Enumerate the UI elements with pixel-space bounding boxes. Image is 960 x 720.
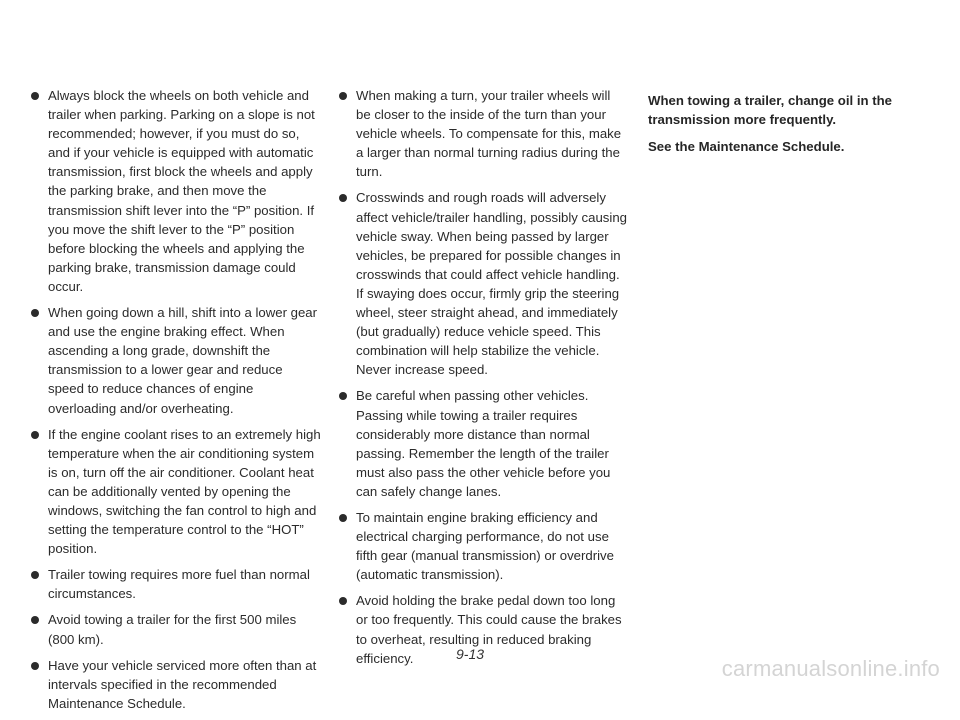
transmission-oil-note: When towing a trailer, change oil in the transmission more frequently. — [648, 93, 892, 127]
bullet-text: Be careful when passing other vehicles. Passing while towing a trailer requires considerably more distance than normal passing. Remember the length of the trailer must also pass the other vehicle before you can safely change lanes. — [356, 388, 611, 499]
bullet-icon — [339, 392, 347, 400]
bullet-item — [30, 86, 322, 296]
maintenance-schedule-reference: See the Maintenance Schedule. — [648, 139, 845, 154]
bullet-icon — [31, 571, 39, 579]
bullet-text: Always block the wheels on both vehicle and trailer when parking. Parking on a slope is not recommended; however, if you must do so, and if your vehicle is equipped with automatic transmission, first block the wheels and apply the parking brake, and then move the transmission shift lever into the “P” position. If you move the shift lever to the “P” position before blocking the wheels and applying the parking brake, transmission damage could occur. — [48, 88, 315, 294]
bullet-item — [30, 610, 322, 648]
bullet-icon — [339, 597, 347, 605]
bullet-item — [30, 656, 322, 713]
bullet-icon — [31, 616, 39, 624]
bullet-text: Trailer towing requires more fuel than normal circumstances. — [48, 567, 310, 602]
bullet-text: Avoid towing a trailer for the first 500 miles (800 km). — [48, 612, 297, 647]
column-middle — [338, 86, 628, 675]
bullet-icon — [31, 92, 39, 100]
bullet-list-middle — [338, 86, 628, 668]
watermark: carmanualsonline.info — [721, 656, 940, 681]
column-left — [30, 86, 322, 720]
bullet-item — [30, 303, 322, 418]
bullet-text: When going down a hill, shift into a lower gear and use the engine braking effect. When ascending a long grade, downshift the transmission to a lower gear and reduce speed to reduce chances of engine overloading and/or overheating. — [48, 305, 318, 416]
bullet-text: To maintain engine braking efficiency and electrical charging performance, do not use fifth gear (manual transmission) or overdrive (automatic transmission). — [356, 509, 614, 583]
bullet-icon — [339, 194, 347, 202]
bullet-list-left — [30, 86, 322, 713]
bullet-item — [338, 386, 628, 501]
bullet-text: Have your vehicle serviced more often than at intervals specified in the recommended Maintenance Schedule. — [48, 657, 317, 711]
bullet-item — [30, 565, 322, 603]
bullet-text: Avoid holding the brake pedal down too long or too frequently. This could cause the brakes to overheat, resulting in reduced braking efficiency. — [356, 593, 622, 666]
bullet-icon — [31, 309, 39, 317]
bullet-item — [30, 425, 322, 559]
bullet-text: When making a turn, your trailer wheels will be closer to the inside of the turn than your vehicle wheels. To compensate for this, make a larger than normal turning radius during the turn. — [356, 88, 622, 180]
bullet-icon — [31, 431, 39, 439]
bullet-icon — [339, 514, 347, 522]
column-right — [648, 86, 940, 166]
bullet-item — [338, 508, 628, 584]
bullet-item — [338, 188, 628, 379]
bullet-text: If the engine coolant rises to an extremely high temperature when the air conditioning system is on, turn off the air conditioner. Coolant heat can be additionally vented by opening the windows, switching the fan control to high and setting the temperature control to the “HOT” position. — [48, 426, 321, 557]
page-number: 9-13 — [456, 646, 485, 662]
bullet-icon — [31, 662, 39, 670]
bullet-item — [338, 86, 628, 181]
bullet-icon — [339, 92, 347, 100]
bullet-text: Crosswinds and rough roads will adversely affect vehicle/trailer handling, possibly causing vehicle sway. When being passed by larger vehicles, be prepared for possible changes in crosswinds that could affect vehicle handling. If swaying does occur, firmly grip the steering wheel, steer straight ahead, and immediately (but gradually) reduce vehicle speed. This combination will help stabilize the vehicle. Never increase speed. — [356, 190, 627, 378]
